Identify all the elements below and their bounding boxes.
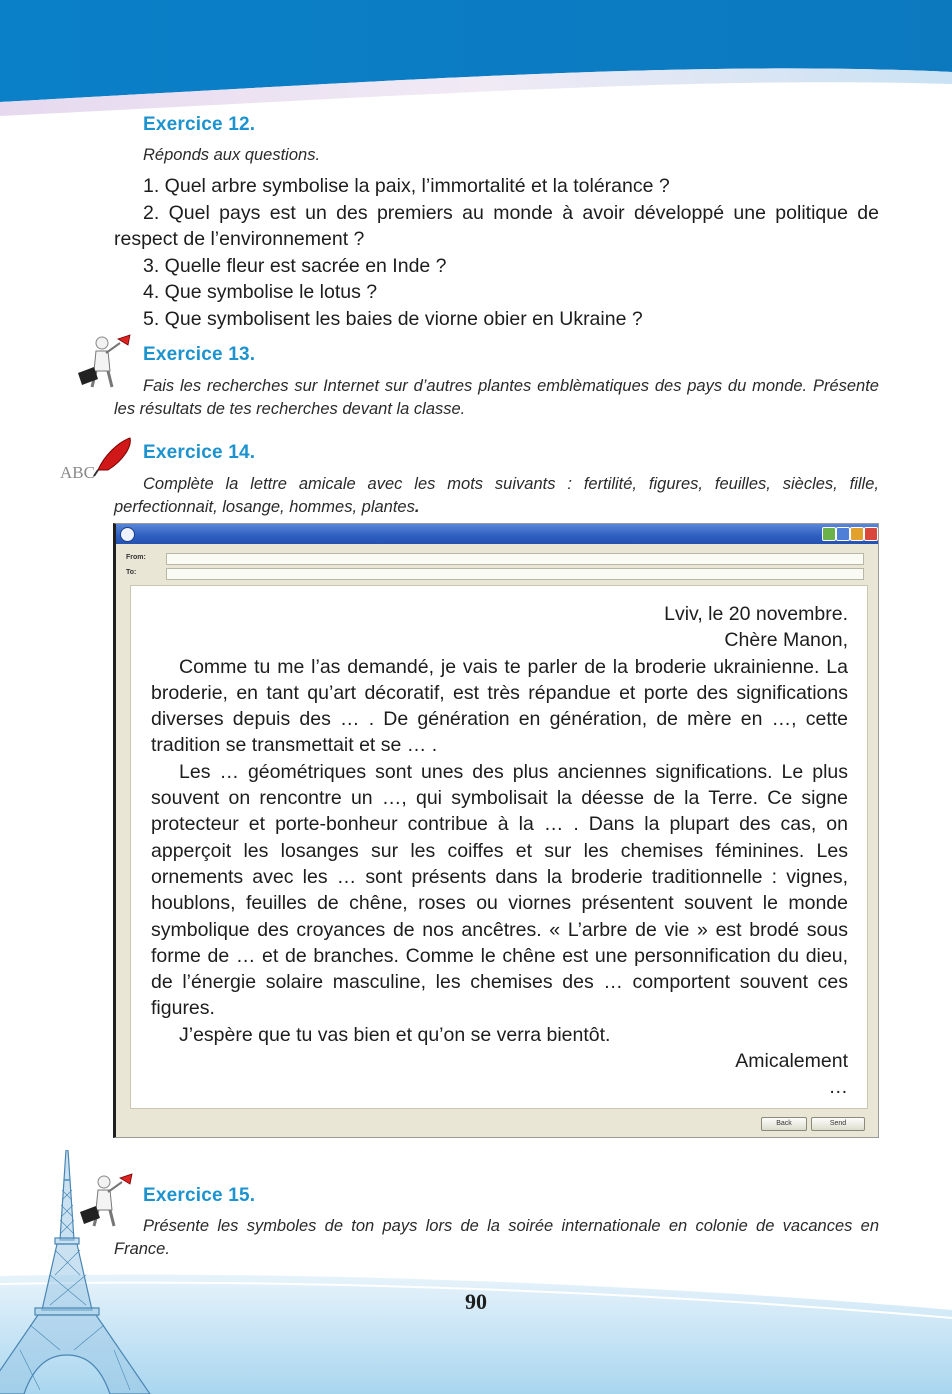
letter-text [151,601,848,1101]
question-3: 3. Quelle fleur est sacrée en Inde ? [143,254,447,277]
abc-text: ABC [60,463,95,482]
top-decorative-band [0,0,952,120]
exercise-13-title: Exercice 13. [143,344,256,365]
exercise-14-title: Exercice 14. [143,442,256,463]
question-1: 1. Quel arbre symbolise la paix, l’immortalité et la tolérance ? [143,175,670,197]
question-2: 2. Quel pays est un des premiers au monde à avoir développé une politique de respect de l’environnement ? [114,201,879,250]
to-field[interactable] [166,568,864,580]
to-label: To: [126,569,137,576]
email-titlebar [116,524,878,544]
letter-paragraph-3: J’espère que tu vas bien et qu’on se verra bientôt. [179,1023,611,1046]
letter-closing: Amicalement [735,1050,848,1073]
email-window [113,523,879,1138]
exercise-14-instruction: Complète la lettre amicale avec les mots suivants : fertilité, figures, feuilles, siècles, fille, perfectionnait, losange, hommes, plantes. [114,475,879,516]
from-label: From: [126,554,146,561]
letter-greeting: Chère Manon, [724,629,848,652]
letter-date: Lviv, le 20 novembre. [664,603,848,625]
exercise-13-instruction: Fais les recherches sur Internet sur d’autres plantes emblèmatiques des pays du monde. Présente les résultats de tes recherches devant la classe. [114,377,879,418]
page-number: 90 [465,1289,487,1314]
minimize-icon[interactable] [822,527,836,541]
help-icon[interactable] [850,527,864,541]
letter-paragraph-1: Comme tu me l’as demandé, je vais te parler de la broderie ukrainienne. La broderie, en tant qu’art décoratif, est très répandue et porte des significations diverses depuis des … . De génération en génération, de mère en …, cette tradition se transmettait et se … . [151,655,848,757]
letter-paragraph-2: Les … géométriques sont unes des plus anciennes significations. Le plus souvent on rencontre un …, qui symbolisait la déesse de la Terre. Ce signe protecteur et porte-bonheur contribue à la … . Dans la plupart des cas, on apperçoit les losanges sur les coiffes et sur les chemises féminines. Les ornements avec les … sont présents dans la broderie traditionnelle : vignes, houblons, feuilles de chêne, roses ou viornes présentent souvent le monde symbolique des croyances de nos ancêtres. « L’arbre de vie » est brodé sous forme de … et de branches. Comme le chêne est une personnification du dieu, de l’énergie solaire masculine, les chemises des … comportent souvent ces figures. [151,760,848,1020]
from-field[interactable] [166,553,864,565]
letter-signature: … [828,1076,848,1099]
back-button[interactable]: Back [761,1117,807,1131]
question-5: 5. Que symbolisent les baies de viorne obier en Ukraine ? [143,307,643,330]
exercise-12-instruction: Réponds aux questions. [143,146,321,164]
exercise-15-instruction: Présente les symboles de ton pays lors de la soirée internationale en colonie de vacances en France. [114,1217,879,1258]
maximize-icon[interactable] [836,527,850,541]
exercise-15-title: Exercice 15. [143,1185,256,1206]
exercise-12-title: Exercice 12. [143,114,256,135]
app-icon [120,527,135,542]
question-4: 4. Que symbolise le lotus ? [143,281,378,303]
email-body-area[interactable] [130,585,868,1109]
send-button[interactable]: Send [811,1117,865,1131]
close-icon[interactable] [864,527,878,541]
